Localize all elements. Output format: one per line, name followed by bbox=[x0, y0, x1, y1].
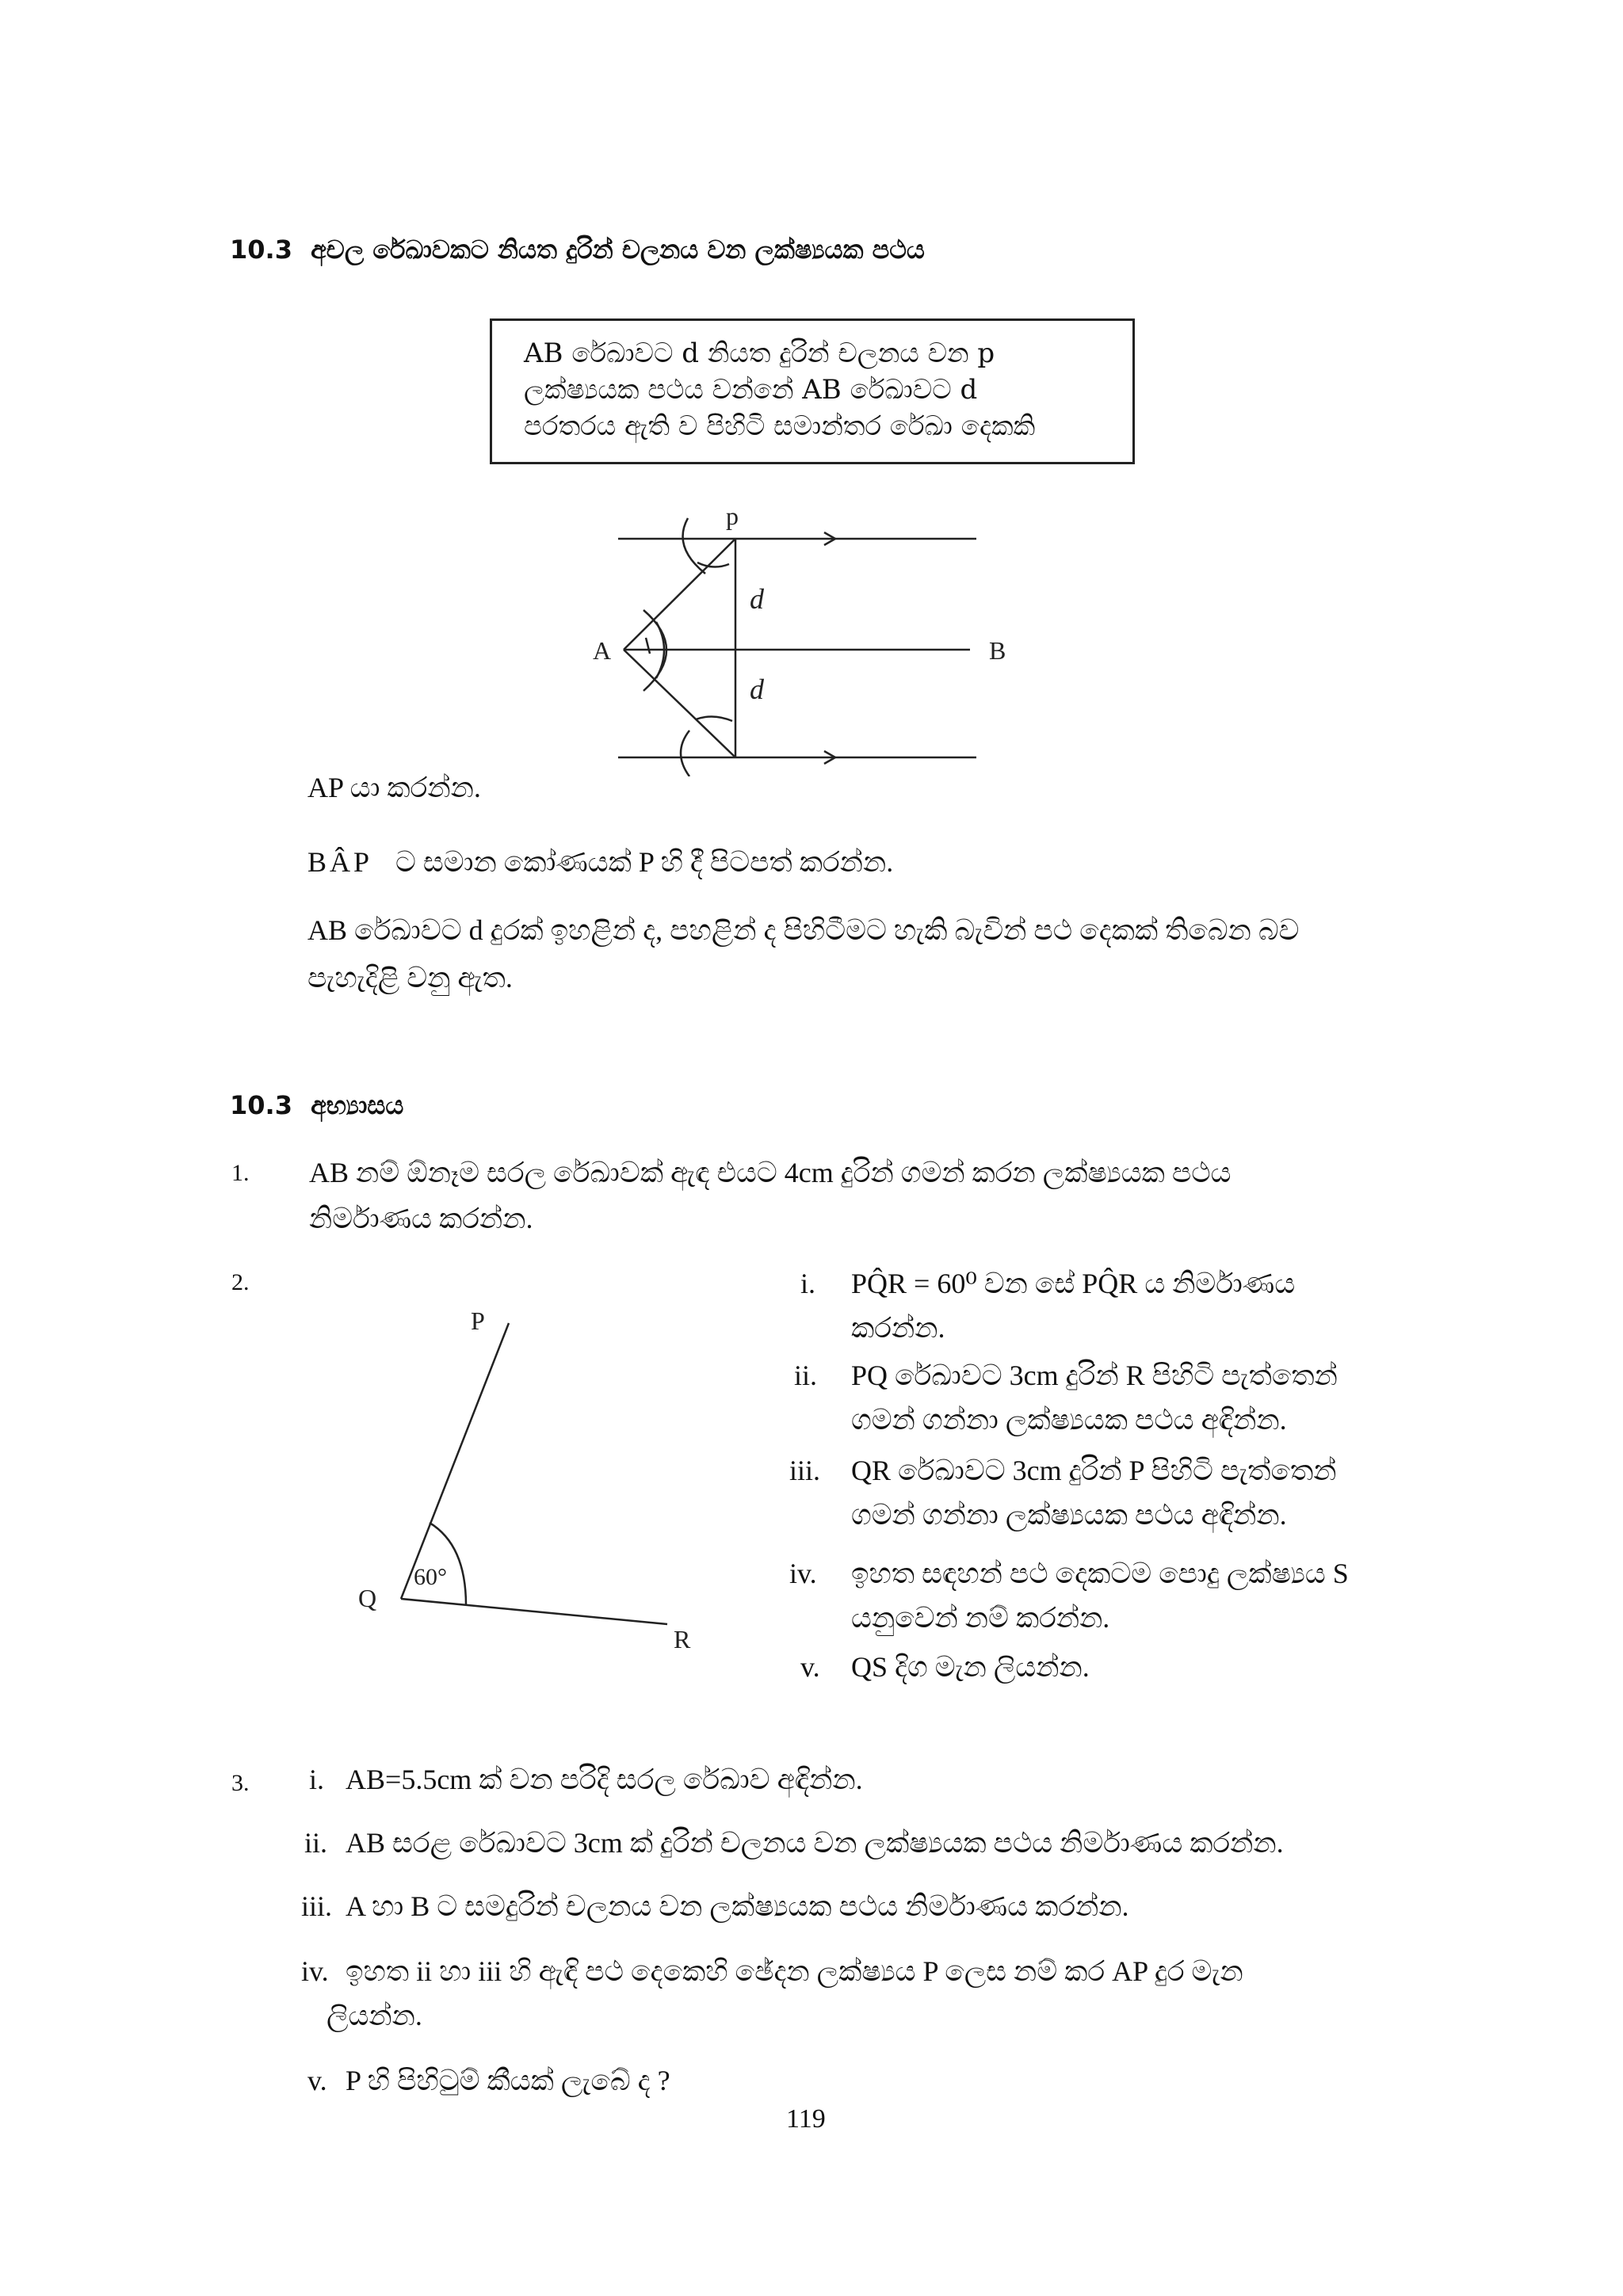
q2-items bbox=[781, 1261, 1415, 1692]
q2-item-ii: ii. PQ රේඛාවට 3cm දුරින් R පිහිටි පැත්තෙන් ගමන් ගන්නා ලක්ෂ්‍යයක පථය අඳින්න. bbox=[794, 1360, 1338, 1436]
exercise-heading bbox=[230, 1090, 403, 1121]
arc-lower bbox=[681, 730, 689, 776]
definition-line-2: ලක්ෂ්‍යයක පථය වන්නේ AB රේඛාවට d bbox=[524, 374, 978, 406]
step-1: AP යා කරන්න. bbox=[307, 772, 481, 803]
section-heading bbox=[230, 235, 925, 265]
q3-item-iii: iii. A හා B ට සමදුරින් චලනය වන ලක්ෂ්‍යයක පථය නිර්මාණය කරන්න. bbox=[301, 1890, 1129, 1922]
section-title: අචල රේඛාවකට නියත දුරින් චලනය වන ලක්ෂ්‍යයක පථය bbox=[311, 235, 925, 265]
q3-item-v: v. P හි පිහිටුම් කීයක් ලැබේ ද ? bbox=[307, 2065, 670, 2096]
definition-box bbox=[490, 318, 1135, 464]
label-d-upper: d bbox=[750, 583, 764, 615]
exercise-title: අභ්‍යාසය bbox=[311, 1090, 404, 1120]
q2-number: 2. bbox=[231, 1269, 250, 1295]
q2-item-iv: iv. ඉහත සඳහන් පථ දෙකටම පොදු ලක්ෂ්‍යය S යනුවෙන් නම් කරන්න. bbox=[789, 1558, 1349, 1634]
label-d-lower: d bbox=[750, 673, 764, 705]
q3-item-i: i. AB=5.5cm ක් වන පරිදි සරල රේඛාව අඳින්න. bbox=[309, 1764, 863, 1795]
page-number: 119 bbox=[786, 2104, 826, 2134]
step-3-line-2: පැහැදිළි වනු ඇත. bbox=[307, 962, 513, 994]
line-ap bbox=[624, 539, 735, 650]
label-p: P bbox=[471, 1306, 485, 1335]
q2-item-i: i. PQ̂R = 60⁰ වන සේ PQ̂R ය නිර්මාණය කරන්න. bbox=[800, 1268, 1296, 1344]
label-p: p bbox=[726, 502, 739, 530]
section-number: 10.3 bbox=[230, 235, 292, 265]
ray-qp bbox=[401, 1323, 509, 1599]
lower-diagonal bbox=[624, 650, 735, 757]
step-3-line-1: AB රේඛාවට d දුරක් ඉහළින් ද, පහළින් ද පිහිටීමට හැකි බැවින් පථ දෙකක් තිබෙන බව bbox=[307, 914, 1300, 946]
definition-line-3: පරතරය ඇති ව පිහිටි සමාන්තර රේඛා දෙකකි bbox=[524, 410, 1036, 442]
q3-items bbox=[301, 1757, 1426, 2106]
q1-number: 1. bbox=[231, 1160, 250, 1186]
locus-construction-figure bbox=[571, 491, 1014, 776]
cross-arc-lower bbox=[696, 716, 732, 721]
label-q: Q bbox=[358, 1584, 377, 1612]
q1-line-1: AB නම් ඕනෑම සරල රේඛාවක් ඇඳ එයට 4cm දුරින් ගමන් කරන ලක්ෂ්‍යයක පථය bbox=[309, 1157, 1232, 1188]
cross-arc-upper bbox=[697, 563, 729, 567]
tick-mark bbox=[646, 638, 650, 654]
q1-line-2: නිර්මාණය කරන්න. bbox=[309, 1203, 533, 1234]
step-2 bbox=[307, 840, 893, 884]
step-2-text: ට සමාන කෝණයක් P හි දී පිටපත් කරන්න. bbox=[395, 846, 894, 878]
q2-item-iii: iii. QR රේඛාවට 3cm දුරින් P පිහිටි පැත්තෙන් ගමන් ගන්නා ලක්ෂ්‍යයක පථය අඳින්න. bbox=[789, 1455, 1337, 1531]
definition-line-1: AB රේඛාවට d නියත දුරින් චලනය වන p bbox=[524, 338, 995, 369]
angle-pqr-figure bbox=[341, 1299, 705, 1664]
q3-item-iv: iv. ඉහත ii හා iii හි ඇඳි පථ දෙකෙහි ඡේදන ලක්ෂ්‍යය P ලෙස නම් කර AP දුර මැන ලියන්න. bbox=[301, 1955, 1243, 2031]
q2-item-v: v. QS දිග මැන ලියන්න. bbox=[800, 1651, 1090, 1683]
angle-bap: BÂP bbox=[307, 846, 373, 878]
ray-qr bbox=[401, 1599, 667, 1624]
exercise-number: 10.3 bbox=[230, 1090, 292, 1120]
label-a: A bbox=[593, 636, 612, 665]
q3-item-ii: ii. AB සරළ රේඛාවට 3cm ක් දුරින් චලනය වන ලක්ෂ්‍යයක පථය නිර්මාණය කරන්න. bbox=[304, 1827, 1284, 1859]
label-r: R bbox=[674, 1625, 691, 1653]
angle-label: 60° bbox=[414, 1564, 447, 1590]
label-b: B bbox=[989, 636, 1006, 665]
q3-number: 3. bbox=[231, 1770, 250, 1796]
